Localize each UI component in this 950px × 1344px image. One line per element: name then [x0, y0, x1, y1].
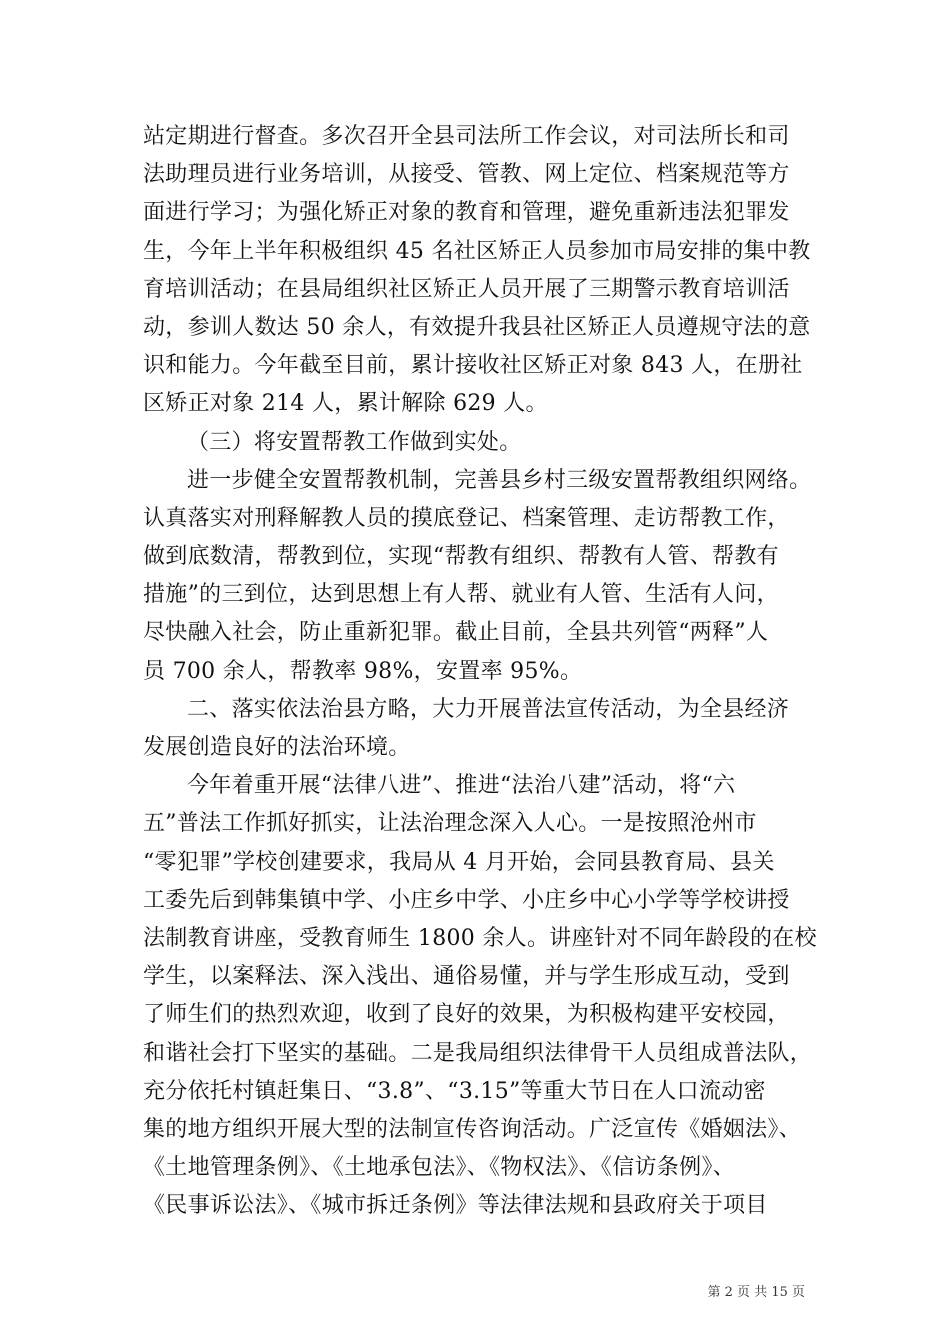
text-line: 认真落实对刑释解教人员的摸底登记、档案管理、走访帮教工作，: [143, 505, 790, 531]
text-line: 学生，以案释法、深入浅出、通俗易懂，并与学生形成互动，受到: [143, 964, 790, 990]
text-line: 二、落实依法治县方略，大力开展普法宣传活动，为全县经济: [187, 696, 790, 722]
text-line: 站定期进行督查。多次召开全县司法所工作会议，对司法所长和司: [143, 124, 790, 149]
text-line: 生，今年上半年积极组织 45 名社区矫正人员参加市局安排的集中教: [143, 238, 811, 264]
text-line: 了师生们的热烈欢迎，收到了良好的效果，为积极构建平安校园，: [143, 1002, 790, 1028]
text-line: 法助理员进行业务培训，从接受、管教、网上定位、档案规范等方: [143, 162, 790, 188]
text-line: 员 700 余人，帮教率 98%，安置率 95%。: [143, 658, 583, 684]
text-line: 进一步健全安置帮教机制，完善县乡村三级安置帮教组织网络。: [187, 467, 812, 493]
text-line: 措施”的三到位，达到思想上有人帮、就业有人管、生活有人问，: [143, 582, 779, 608]
text-line: 五”普法工作抓好抓实，让法治理念深入人心。一是按照沧州市: [143, 811, 757, 837]
text-line: 面进行学习；为强化矫正对象的教育和管理，避免重新违法犯罪发: [143, 200, 790, 226]
text-line: 识和能力。今年截至目前，累计接收社区矫正对象 843 人，在册社: [143, 353, 803, 379]
text-line: 区矫正对象 214 人，累计解除 629 人。: [143, 391, 548, 417]
text-line: 《民事诉讼法》、《城市拆迁条例》等法律法规和县政府关于项目: [143, 1193, 768, 1219]
text-line: 动，参训人数达 50 余人，有效提升我县社区矫正人员遵规守法的意: [143, 314, 811, 340]
text-line: 充分依托村镇赶集日、“3.8”、“3.15”等重大节日在人口流动密: [143, 1078, 766, 1104]
document-body: [143, 118, 823, 1225]
text-line: 做到底数清，帮教到位，实现“帮教有组织、帮教有人管、帮教有: [143, 544, 779, 570]
text-line: 工委先后到韩集镇中学、小庄乡中学、小庄乡中心小学等学校讲授: [143, 887, 790, 913]
text-line: 和谐社会打下坚实的基础。二是我局组织法律骨干人员组成普法队，: [143, 1040, 813, 1066]
text-line: “零犯罪”学校创建要求，我局从 4 月开始，会同县教育局、县关: [143, 849, 775, 875]
text-line: 尽快融入社会，防止重新犯罪。截止目前，全县共列管“两释”人: [143, 620, 769, 646]
text-line: 发展创造良好的法治环境。: [143, 735, 411, 760]
text-line: 今年着重开展“法律八进”、推进“法治八建”活动，将“六: [187, 773, 736, 799]
text-line: 集的地方组织开展大型的法制宣传咨询活动。广泛宣传《婚姻法》、: [143, 1116, 802, 1142]
text-line: 法制教育讲座，受教育师生 1800 余人。讲座针对不同年龄段的在校: [143, 925, 817, 951]
text-line: 《土地管理条例》、《土地承包法》、《物权法》、《信访条例》、: [143, 1155, 736, 1181]
page-footer: 第 2 页 共 15 页: [707, 1285, 805, 1300]
text-line: 育培训活动；在县局组织社区矫正人员开展了三期警示教育培训活: [143, 276, 790, 302]
text-line: （三）将安置帮教工作做到实处。: [187, 429, 522, 455]
